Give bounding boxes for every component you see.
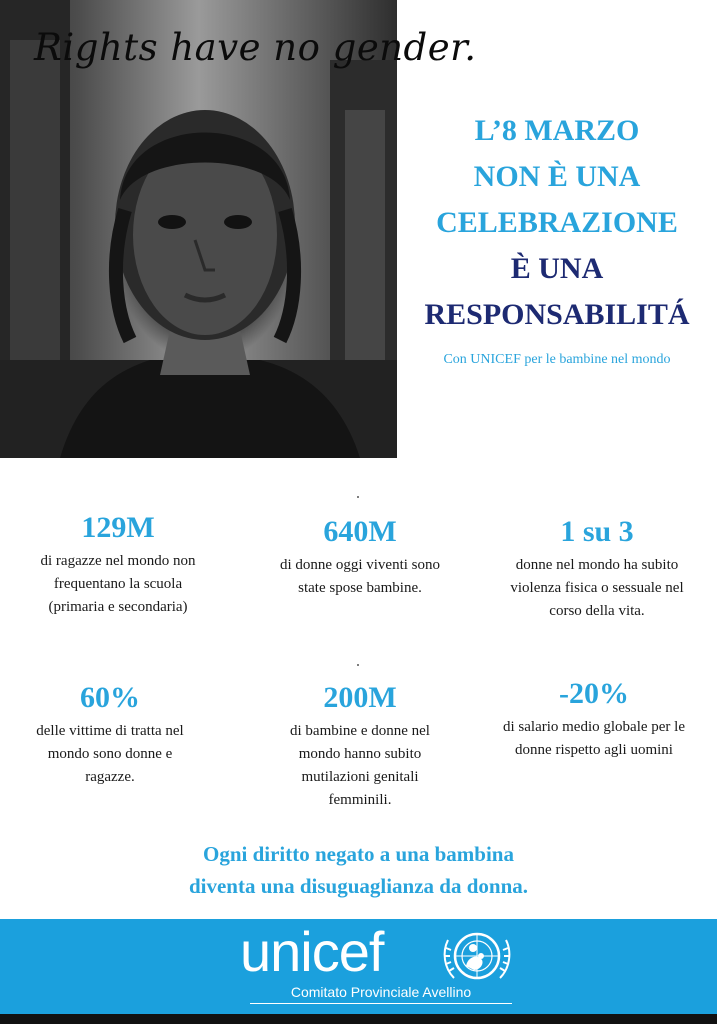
footer-divider [250,1003,512,1004]
separator-dot [357,496,359,498]
stat-number: 129M [81,511,155,544]
closing-line-1: Ogni diritto negato a una bambina [203,842,514,866]
stat-number: 640M [323,515,397,548]
hero-photo [0,0,477,458]
headline-line-1: L’8 MARZO [474,114,640,147]
stat-card [8,508,228,619]
headline-block [397,108,717,368]
closing-line-2: diventa una disuguaglianza da donna. [188,874,529,898]
stat-card [0,678,220,789]
stat-number: -20% [559,677,629,710]
headline-line-4: È UNA [510,252,604,285]
stat-card [487,512,707,623]
closing-statement [0,838,717,902]
stat-description: di ragazze nel mondo non frequentano la scuola (primaria e secondaria) [40,553,196,615]
separator-dot [357,664,359,666]
stat-description: delle vittime di tratta nel mondo sono donne e ragazze. [36,723,184,785]
stat-card [250,512,470,600]
footer-subtitle: Comitato Provinciale Avellino [290,984,472,1000]
stat-description: di bambine e donne nel mondo hanno subito mutilazioni genitali femminili. [290,723,430,808]
stat-card [484,674,704,762]
unicef-wordmark: unicef [240,920,384,983]
headline-line-5: RESPONSABILITÁ [424,298,690,331]
stat-number: 1 su 3 [560,515,634,548]
headline-line-3: CELEBRAZIONE [436,206,678,239]
stat-card [250,678,470,812]
photo-caption: Rights have no gender. [34,26,477,69]
headline-subtitle: Con UNICEF per le bambine nel mondo [443,352,671,367]
stat-number: 200M [323,681,397,714]
footer-bottom-bar [0,1014,717,1024]
stat-description: di salario medio globale per le donne rispetto agli uomini [502,719,686,758]
unicef-emblem-icon [438,926,516,986]
stat-description: donne nel mondo ha subito violenza fisica o sessuale nel corso della vita. [510,557,684,619]
headline-line-2: NON È UNA [473,160,641,193]
stat-description: di donne oggi viventi sono state spose bambine. [280,557,440,596]
stat-number: 60% [80,681,140,714]
